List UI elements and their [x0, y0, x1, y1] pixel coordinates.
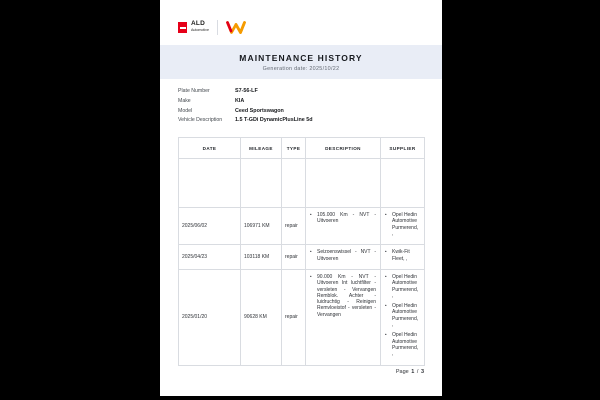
description-cell	[306, 245, 381, 270]
vehicle-info-row	[178, 97, 442, 107]
sg-red-square-icon	[178, 22, 187, 33]
brand-name: ALD	[191, 20, 205, 27]
bullet-icon: •	[385, 212, 387, 218]
table-row	[179, 245, 425, 270]
list-item-text: 90.000 Km - NVT - Uitvoeren Int luchtfilter - versleten - Vervangen Remblok. Achter - luidruchtig - Reinigen Remvloeistof - versleten - Vervangen	[317, 273, 376, 318]
list-item	[385, 303, 420, 328]
maintenance-table-wrap	[178, 137, 424, 366]
info-value: Ceed Sportswagon	[235, 107, 284, 114]
info-label: Vehicle Description	[178, 117, 223, 124]
generation-date: Generation date: 2025/10/22	[262, 65, 340, 72]
column-header-description: DESCRIPTION	[306, 138, 381, 159]
header-logo-row	[160, 0, 442, 38]
list-item-text: 105.000 Km - NVT - Uitvoeren	[317, 212, 376, 225]
bullet-icon: •	[310, 273, 312, 279]
list-item	[310, 274, 376, 318]
column-header-supplier: SUPPLIER	[381, 138, 425, 159]
mileage-cell: 103118 KM	[241, 245, 282, 270]
page-separator: /	[416, 369, 419, 375]
description-cell	[306, 208, 381, 245]
document-page	[160, 0, 442, 396]
bullet-icon: •	[310, 249, 312, 255]
supplier-cell	[381, 269, 425, 365]
maintenance-table-body	[179, 159, 425, 366]
vehicle-info	[178, 87, 442, 126]
info-value: 1.5 T-GDi DynamicPlusLine 5d	[235, 117, 313, 124]
info-label: Model	[178, 107, 193, 114]
list-item	[385, 332, 420, 357]
description-cell	[306, 269, 381, 365]
date-cell: 2025/04/23	[179, 245, 241, 270]
list-item-text: Opel Hedin Automotive Purmerend, ,	[392, 303, 419, 329]
supplier-cell	[381, 245, 425, 270]
logo-divider	[217, 20, 218, 35]
w-swoosh-icon	[226, 21, 246, 34]
info-label: Make	[178, 97, 191, 104]
supplier-cell	[381, 208, 425, 245]
list-item-text: Seizoenswissel - NVT - Uitvoeren	[317, 249, 376, 262]
supplier-cell	[381, 159, 425, 208]
ald-automotive-logo	[178, 21, 209, 33]
bullet-icon: •	[385, 273, 387, 279]
bullet-icon: •	[310, 212, 312, 218]
bullet-icon: •	[385, 249, 387, 255]
column-header-type: TYPE	[282, 138, 306, 159]
type-cell: repair	[282, 269, 306, 365]
mileage-cell	[241, 159, 282, 208]
page-footer	[395, 369, 424, 375]
list-item	[385, 249, 420, 262]
list-item	[385, 274, 420, 299]
brand-subtitle: Automotive	[191, 27, 209, 32]
list-item-text: Opel Hedin Automotive Purmerend, ,	[392, 273, 419, 299]
date-cell	[179, 159, 241, 208]
type-cell: repair	[282, 245, 306, 270]
vehicle-info-row	[178, 107, 442, 117]
title-banner	[160, 45, 442, 79]
info-label: Plate Number	[178, 88, 210, 94]
date-cell: 2025/06/02	[179, 208, 241, 245]
page-number: 1	[411, 369, 415, 375]
vehicle-info-row	[178, 116, 442, 126]
list-item-text: Opel Hedin Automotive Purmerend, ,	[392, 212, 419, 238]
column-header-mileage: MILEAGE	[241, 138, 282, 159]
info-value: KIA	[235, 97, 245, 104]
vehicle-info-row	[178, 87, 442, 97]
list-item	[310, 212, 376, 225]
bullet-icon: •	[385, 303, 387, 309]
mileage-cell: 106971 KM	[241, 208, 282, 245]
date-cell: 2025/01/20	[179, 269, 241, 365]
type-cell	[282, 159, 306, 208]
list-item	[385, 212, 420, 237]
mileage-cell: 90628 KM	[241, 269, 282, 365]
list-item-text: Kwik-Fit Fleet, ,	[392, 249, 410, 262]
table-header-row	[179, 138, 425, 159]
maintenance-table	[178, 137, 425, 366]
type-cell: repair	[282, 208, 306, 245]
bullet-icon: •	[385, 332, 387, 338]
table-row	[179, 269, 425, 365]
description-cell	[306, 159, 381, 208]
list-item	[310, 249, 376, 262]
table-row	[179, 159, 425, 208]
info-value: S7-56-LF	[235, 88, 258, 94]
total-pages: 3	[420, 369, 424, 375]
page-label: Page	[395, 369, 409, 375]
list-item-text: Opel Hedin Automotive Purmerend, ,	[392, 332, 419, 358]
page-title: MAINTENANCE HISTORY	[239, 53, 363, 63]
table-row	[179, 208, 425, 245]
column-header-date: DATE	[179, 138, 241, 159]
